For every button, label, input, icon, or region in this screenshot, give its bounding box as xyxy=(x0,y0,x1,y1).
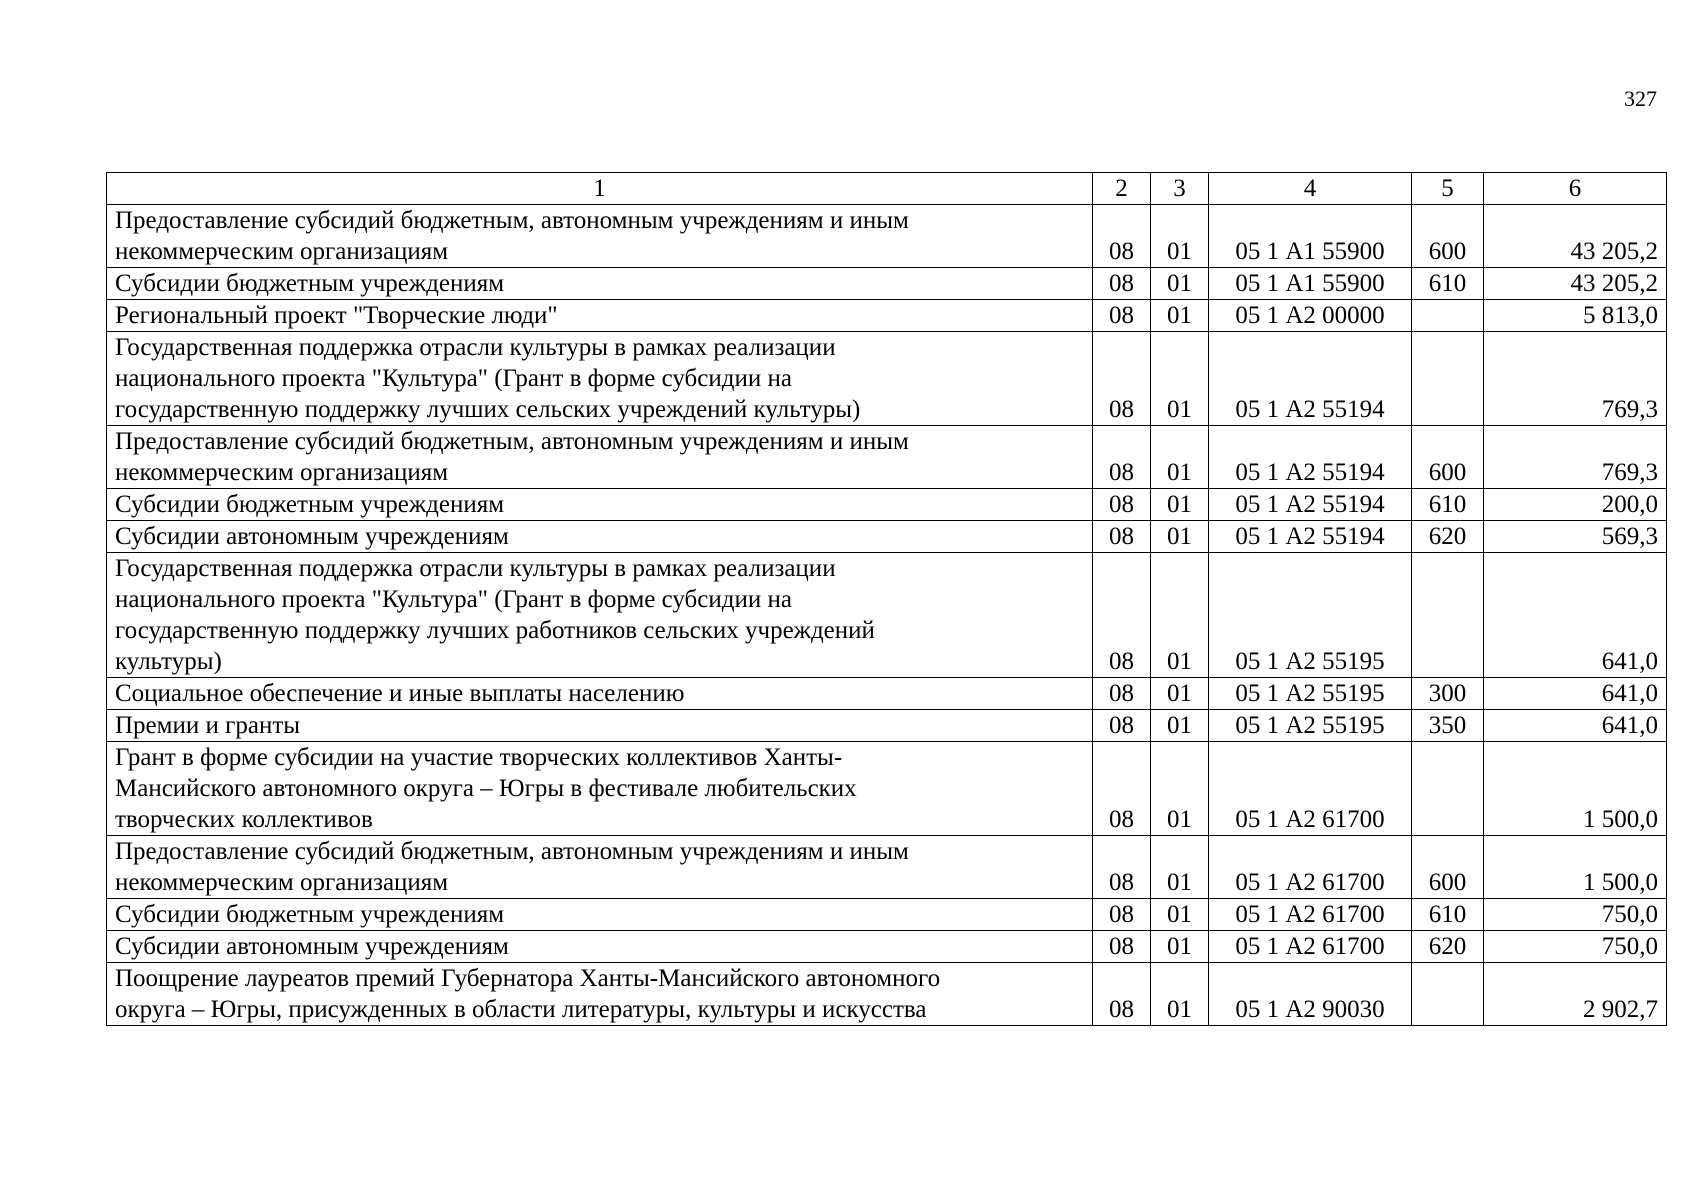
amount-cell: 569,3 xyxy=(1484,521,1667,553)
header-cell: 1 xyxy=(107,173,1093,205)
expense-type-cell: 610 xyxy=(1412,268,1484,300)
table-row xyxy=(107,678,1667,710)
subsection-cell: 01 xyxy=(1151,553,1209,678)
table-row xyxy=(107,489,1667,521)
description-line: Региональный проект "Творческие люди" xyxy=(115,302,558,329)
target-article-cell: 05 1 А2 55195 xyxy=(1209,710,1412,742)
expense-type-cell: 300 xyxy=(1412,678,1484,710)
description-line: Государственная поддержка отрасли культуры в рамках реализации xyxy=(115,555,836,582)
target-article-cell: 05 1 А2 55194 xyxy=(1209,426,1412,489)
table-row xyxy=(107,899,1667,931)
description-line: Субсидии автономным учреждениям xyxy=(115,933,509,960)
table-row xyxy=(107,553,1667,678)
section-cell: 08 xyxy=(1093,836,1151,899)
table-row xyxy=(107,963,1667,1026)
description-line: Субсидии бюджетным учреждениям xyxy=(115,270,505,297)
description-cell xyxy=(107,836,1093,899)
description-line: Предоставление субсидий бюджетным, автономным учреждениям и иным xyxy=(115,428,909,455)
subsection-cell: 01 xyxy=(1151,836,1209,899)
section-cell: 08 xyxy=(1093,521,1151,553)
description-line: округа – Югры, присужденных в области литературы, культуры и искусства xyxy=(115,996,927,1023)
description-cell xyxy=(107,710,1093,742)
header-cell: 2 xyxy=(1093,173,1151,205)
expense-type-cell xyxy=(1412,332,1484,426)
amount-cell: 5 813,0 xyxy=(1484,300,1667,332)
amount-cell: 750,0 xyxy=(1484,899,1667,931)
target-article-cell: 05 1 А1 55900 xyxy=(1209,205,1412,268)
description-cell xyxy=(107,553,1093,678)
subsection-cell: 01 xyxy=(1151,678,1209,710)
target-article-cell: 05 1 А2 55195 xyxy=(1209,553,1412,678)
description-line: культуры) xyxy=(115,648,222,675)
header-row xyxy=(107,173,1667,205)
subsection-cell: 01 xyxy=(1151,332,1209,426)
description-line: Государственная поддержка отрасли культуры в рамках реализации xyxy=(115,334,836,361)
section-cell: 08 xyxy=(1093,899,1151,931)
description-line: государственную поддержку лучших сельских учреждений культуры) xyxy=(115,396,861,423)
description-cell xyxy=(107,205,1093,268)
page-number: 327 xyxy=(1624,86,1657,111)
expense-type-cell: 600 xyxy=(1412,426,1484,489)
target-article-cell: 05 1 А2 61700 xyxy=(1209,931,1412,963)
amount-cell: 1 500,0 xyxy=(1484,742,1667,836)
expense-type-cell: 600 xyxy=(1412,836,1484,899)
subsection-cell: 01 xyxy=(1151,268,1209,300)
subsection-cell: 01 xyxy=(1151,931,1209,963)
expense-type-cell: 610 xyxy=(1412,489,1484,521)
description-line: национального проекта "Культура" (Грант в форме субсидии на xyxy=(115,586,792,613)
header-cell: 6 xyxy=(1484,173,1667,205)
amount-cell: 2 902,7 xyxy=(1484,963,1667,1026)
description-cell xyxy=(107,426,1093,489)
target-article-cell: 05 1 А2 55194 xyxy=(1209,332,1412,426)
subsection-cell: 01 xyxy=(1151,963,1209,1026)
section-cell: 08 xyxy=(1093,426,1151,489)
table-row xyxy=(107,300,1667,332)
table-row xyxy=(107,205,1667,268)
section-cell: 08 xyxy=(1093,268,1151,300)
description-line: Субсидии бюджетным учреждениям xyxy=(115,491,505,518)
description-line: некоммерческим организациям xyxy=(115,459,449,486)
amount-cell: 200,0 xyxy=(1484,489,1667,521)
description-line: Премии и гранты xyxy=(115,712,301,739)
section-cell: 08 xyxy=(1093,963,1151,1026)
section-cell: 08 xyxy=(1093,553,1151,678)
subsection-cell: 01 xyxy=(1151,521,1209,553)
target-article-cell: 05 1 А2 00000 xyxy=(1209,300,1412,332)
table-row xyxy=(107,332,1667,426)
description-cell xyxy=(107,521,1093,553)
table-row xyxy=(107,426,1667,489)
expense-type-cell xyxy=(1412,963,1484,1026)
description-cell xyxy=(107,678,1093,710)
description-cell xyxy=(107,742,1093,836)
amount-cell: 769,3 xyxy=(1484,332,1667,426)
description-cell xyxy=(107,931,1093,963)
description-line: национального проекта "Культура" (Грант в форме субсидии на xyxy=(115,365,792,392)
description-cell xyxy=(107,899,1093,931)
section-cell: 08 xyxy=(1093,489,1151,521)
description-line: Поощрение лауреатов премий Губернатора Ханты-Мансийского автономного xyxy=(115,965,941,992)
amount-cell: 641,0 xyxy=(1484,710,1667,742)
description-cell xyxy=(107,489,1093,521)
description-cell xyxy=(107,963,1093,1026)
target-article-cell: 05 1 А2 55194 xyxy=(1209,521,1412,553)
expense-type-cell xyxy=(1412,553,1484,678)
target-article-cell: 05 1 А2 55195 xyxy=(1209,678,1412,710)
description-cell xyxy=(107,268,1093,300)
amount-cell: 43 205,2 xyxy=(1484,268,1667,300)
table-row xyxy=(107,836,1667,899)
description-line: Субсидии автономным учреждениям xyxy=(115,523,509,550)
description-line: некоммерческим организациям xyxy=(115,869,449,896)
table-row xyxy=(107,742,1667,836)
subsection-cell: 01 xyxy=(1151,899,1209,931)
description-line: Предоставление субсидий бюджетным, автономным учреждениям и иным xyxy=(115,207,909,234)
amount-cell: 1 500,0 xyxy=(1484,836,1667,899)
target-article-cell: 05 1 А1 55900 xyxy=(1209,268,1412,300)
section-cell: 08 xyxy=(1093,742,1151,836)
section-cell: 08 xyxy=(1093,710,1151,742)
description-cell xyxy=(107,300,1093,332)
expense-type-cell: 350 xyxy=(1412,710,1484,742)
subsection-cell: 01 xyxy=(1151,710,1209,742)
description-line: Социальное обеспечение и иные выплаты населению xyxy=(115,680,685,707)
table-row xyxy=(107,268,1667,300)
amount-cell: 641,0 xyxy=(1484,553,1667,678)
amount-cell: 43 205,2 xyxy=(1484,205,1667,268)
target-article-cell: 05 1 А2 61700 xyxy=(1209,742,1412,836)
description-line: Грант в форме субсидии на участие творческих коллективов Ханты- xyxy=(115,744,843,771)
description-line: Предоставление субсидий бюджетным, автономным учреждениям и иным xyxy=(115,838,909,865)
expense-type-cell: 620 xyxy=(1412,931,1484,963)
header-cell: 3 xyxy=(1151,173,1209,205)
table-body xyxy=(107,173,1667,1026)
section-cell: 08 xyxy=(1093,300,1151,332)
header-cell: 5 xyxy=(1412,173,1484,205)
description-line: творческих коллективов xyxy=(115,806,373,833)
expense-type-cell: 600 xyxy=(1412,205,1484,268)
subsection-cell: 01 xyxy=(1151,489,1209,521)
target-article-cell: 05 1 А2 55194 xyxy=(1209,489,1412,521)
amount-cell: 750,0 xyxy=(1484,931,1667,963)
section-cell: 08 xyxy=(1093,931,1151,963)
expense-type-cell xyxy=(1412,300,1484,332)
subsection-cell: 01 xyxy=(1151,300,1209,332)
target-article-cell: 05 1 А2 61700 xyxy=(1209,899,1412,931)
budget-table xyxy=(106,172,1667,1026)
description-line: Субсидии бюджетным учреждениям xyxy=(115,901,505,928)
description-cell xyxy=(107,332,1093,426)
description-line: некоммерческим организациям xyxy=(115,238,449,265)
expense-type-cell: 610 xyxy=(1412,899,1484,931)
description-line: государственную поддержку лучших работников сельских учреждений xyxy=(115,617,875,644)
table-row xyxy=(107,710,1667,742)
section-cell: 08 xyxy=(1093,332,1151,426)
target-article-cell: 05 1 А2 61700 xyxy=(1209,836,1412,899)
amount-cell: 769,3 xyxy=(1484,426,1667,489)
section-cell: 08 xyxy=(1093,205,1151,268)
expense-type-cell: 620 xyxy=(1412,521,1484,553)
table-row xyxy=(107,931,1667,963)
header-cell: 4 xyxy=(1209,173,1412,205)
subsection-cell: 01 xyxy=(1151,426,1209,489)
section-cell: 08 xyxy=(1093,678,1151,710)
target-article-cell: 05 1 А2 90030 xyxy=(1209,963,1412,1026)
description-line: Мансийского автономного округа – Югры в фестивале любительских xyxy=(115,775,857,802)
table-row xyxy=(107,521,1667,553)
expense-type-cell xyxy=(1412,742,1484,836)
subsection-cell: 01 xyxy=(1151,742,1209,836)
subsection-cell: 01 xyxy=(1151,205,1209,268)
amount-cell: 641,0 xyxy=(1484,678,1667,710)
